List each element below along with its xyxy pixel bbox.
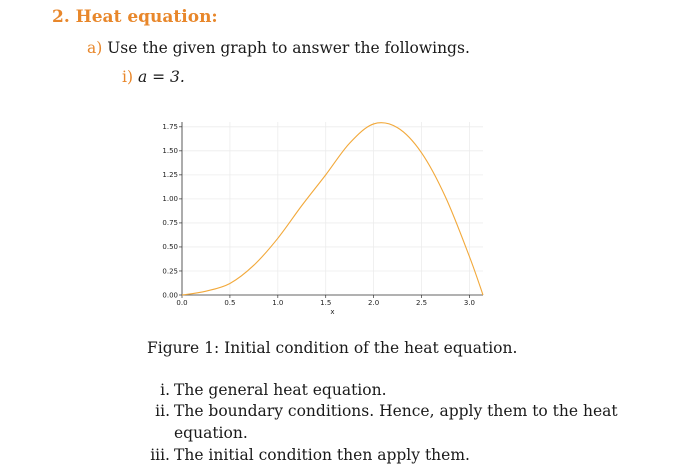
question-item [147, 381, 387, 399]
y-tick-label: 0.25 [162, 267, 178, 276]
initial-condition-chart [150, 114, 490, 324]
y-tick-label: 0.00 [162, 291, 178, 300]
x-tick-label: 1.5 [320, 299, 332, 307]
question-text: The general heat equation. [174, 381, 387, 399]
figure-caption: Figure 1: Initial condition of the heat equation. [147, 339, 518, 357]
x-tick-label: 2.5 [415, 299, 428, 307]
x-axis-ticks [176, 295, 475, 307]
y-tick-label: 1.50 [162, 147, 178, 156]
y-tick-label: 1.25 [162, 171, 178, 180]
y-tick-label: 1.75 [162, 123, 178, 132]
y-tick-label: 0.75 [162, 219, 178, 228]
subpart-label: a) [87, 39, 103, 57]
x-tick-label: 1.0 [272, 299, 284, 307]
section-number: 2. [52, 7, 70, 27]
question-text: The boundary conditions. Hence, apply them to the heat [174, 402, 618, 420]
subsubpart-label: i) [122, 68, 134, 86]
subsubpart-i [122, 68, 185, 86]
series-line [182, 123, 483, 295]
subsubpart-math: a = 3. [137, 68, 185, 86]
x-axis-label: x [330, 308, 335, 316]
subpart-a [87, 39, 470, 57]
question-item [147, 446, 470, 464]
x-tick-label: 0.5 [224, 299, 236, 307]
question-text: The initial condition then apply them. [174, 446, 470, 464]
y-axis-ticks [162, 123, 182, 299]
subpart-text: Use the given graph to answer the followings. [107, 39, 470, 57]
y-tick-label: 1.00 [162, 195, 178, 204]
question-number: i. [160, 381, 170, 399]
x-tick-label: 0.0 [176, 299, 188, 307]
chart-grid [182, 122, 483, 295]
question-number: ii. [155, 402, 170, 420]
question-item [147, 402, 618, 420]
question-text-continuation: equation. [174, 424, 248, 442]
x-tick-label: 3.0 [463, 299, 476, 307]
section-title: Heat equation: [75, 7, 218, 27]
x-tick-label: 2.0 [368, 299, 380, 307]
section-heading [52, 7, 218, 27]
chart-axes [182, 122, 483, 295]
question-number: iii. [150, 446, 170, 464]
y-tick-label: 0.50 [162, 243, 178, 252]
